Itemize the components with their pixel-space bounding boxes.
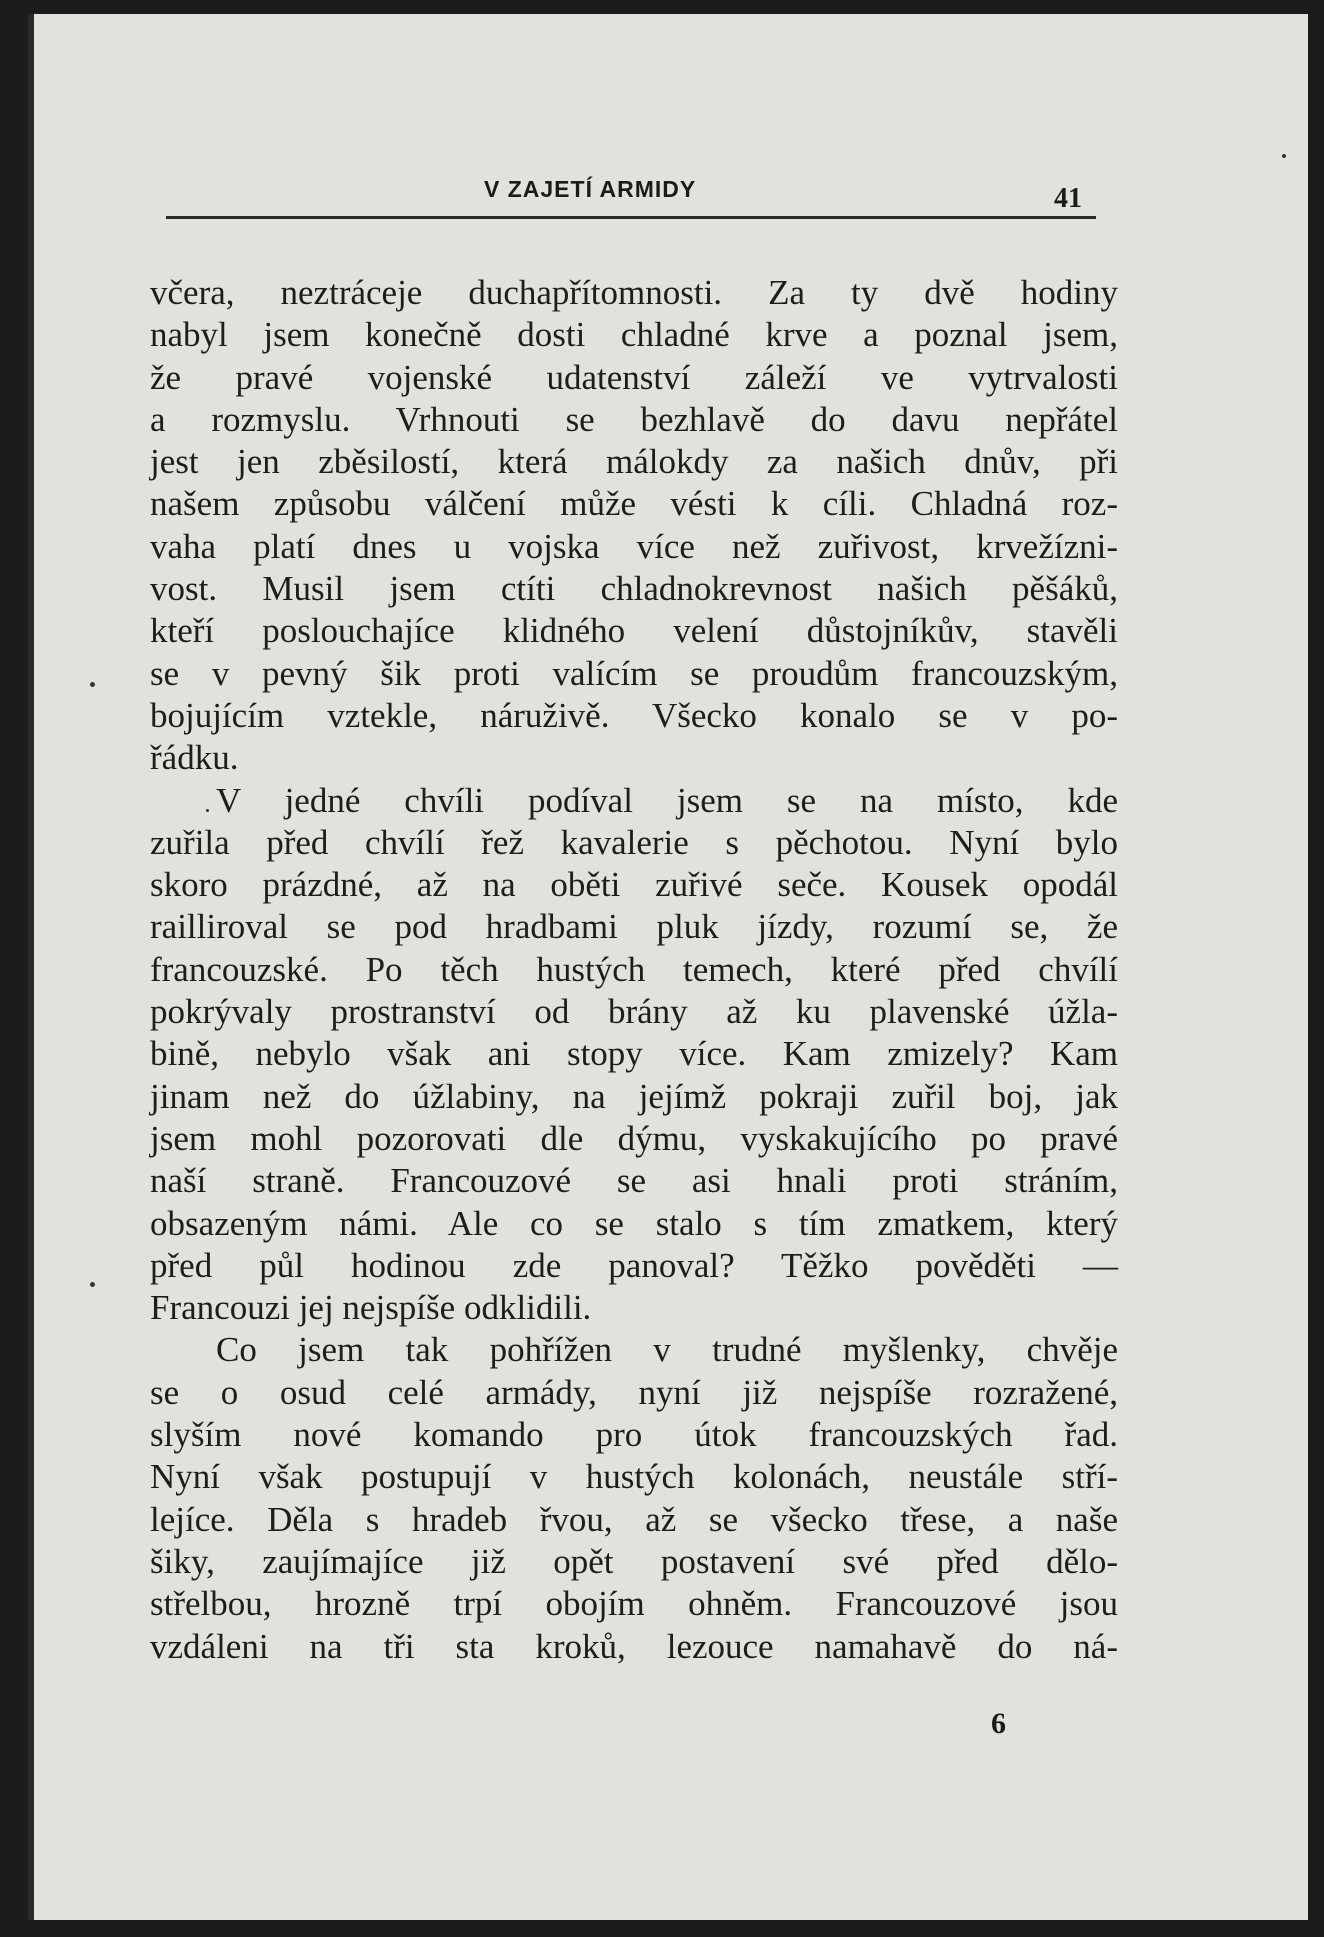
text-line: naší straně. Francouzové se asi hnali proti stráním, bbox=[150, 1161, 1118, 1201]
text-line: pokrývaly prostranství od brány až ku plavenské úžla- bbox=[150, 992, 1118, 1032]
text-line: jinam než do úžlabiny, na jejímž pokraji zuřil boj, jak bbox=[150, 1076, 1118, 1116]
text-line: před půl hodinou zde panoval? Těžko pověděti — bbox=[150, 1245, 1118, 1285]
body-text bbox=[150, 272, 1118, 1668]
text-line: Co jsem tak pohřížen v trudné myšlenky, chvěje bbox=[216, 1330, 1118, 1370]
text-line: lejíce. Děla s hradeb řvou, až se všecko třese, a naše bbox=[150, 1499, 1118, 1539]
text-line: Nyní však postupují v hustých kolonách, neustále stří- bbox=[150, 1457, 1118, 1497]
book-page bbox=[28, 14, 1308, 1920]
dust-speck bbox=[206, 809, 209, 812]
page-number: 41 bbox=[1054, 183, 1082, 214]
dust-speck bbox=[90, 1282, 95, 1287]
dust-speck bbox=[90, 682, 95, 687]
text-line: řádku. bbox=[150, 738, 239, 778]
text-line: francouzské. Po těch hustých temech, které před chvílí bbox=[150, 949, 1118, 989]
signature-mark: 6 bbox=[991, 1707, 1006, 1740]
text-line: obsazeným námi. Ale co se stalo s tím zmatkem, který bbox=[150, 1203, 1118, 1243]
text-line: že pravé vojenské udatenství záleží ve vytrvalosti bbox=[150, 357, 1118, 397]
text-line: a rozmyslu. Vrhnouti se bezhlavě do davu nepřátel bbox=[150, 399, 1118, 439]
text-line: včera, neztráceje duchapřítomnosti. Za ty dvě hodiny bbox=[150, 273, 1118, 312]
text-line: nabyl jsem konečně dosti chladné krve a poznal jsem, bbox=[150, 315, 1118, 355]
text-line: V jedné chvíli podíval jsem se na místo, kde bbox=[216, 780, 1118, 820]
text-line: skoro prázdné, až na oběti zuřivé seče. Kousek opodál bbox=[150, 865, 1118, 905]
text-line: se v pevný šik proti valícím se proudům francouzským, bbox=[150, 653, 1118, 693]
text-line: vaha platí dnes u vojska více než zuřivost, krvežízni- bbox=[150, 526, 1118, 566]
text-line: se o osud celé armády, nyní již nejspíše rozražené, bbox=[150, 1372, 1118, 1412]
text-line: zuřila před chvílí řež kavalerie s pěchotou. Nyní bylo bbox=[150, 822, 1118, 862]
dust-speck bbox=[1282, 154, 1286, 158]
text-line: vzdáleni na tři sta kroků, lezouce namahavě do ná- bbox=[150, 1626, 1118, 1666]
running-header bbox=[34, 164, 1314, 214]
text-line: Francouzi jej nejspíše odklidili. bbox=[150, 1288, 592, 1328]
text-line: slyším nové komando pro útok francouzských řad. bbox=[150, 1415, 1118, 1455]
running-title: V ZAJETÍ ARMIDY bbox=[484, 176, 697, 202]
text-line: střelbou, hrozně trpí obojím ohněm. Francouzové jsou bbox=[150, 1584, 1118, 1624]
text-line: bině, nebylo však ani stopy více. Kam zmizely? Kam bbox=[150, 1034, 1118, 1074]
text-line: railliroval se pod hradbami pluk jízdy, rozumí se, že bbox=[150, 907, 1118, 947]
text-line: jsem mohl pozorovati dle dýmu, vyskakujícího po pravé bbox=[150, 1118, 1118, 1158]
header-rule bbox=[166, 216, 1096, 219]
text-line: šiky, zaujímajíce již opět postavení své před dělo- bbox=[150, 1541, 1118, 1581]
text-line: vost. Musil jsem ctíti chladnokrevnost našich pěšáků, bbox=[150, 569, 1118, 609]
text-line: bojujícím vztekle, náruživě. Všecko konalo se v po- bbox=[150, 695, 1118, 735]
text-line: našem způsobu válčení může vésti k cíli. Chladná roz- bbox=[150, 484, 1118, 524]
text-line: jest jen zběsilostí, která málokdy za našich dnův, při bbox=[150, 442, 1118, 482]
text-line: kteří poslouchajíce klidného velení důstojníkův, stavěli bbox=[150, 611, 1118, 651]
